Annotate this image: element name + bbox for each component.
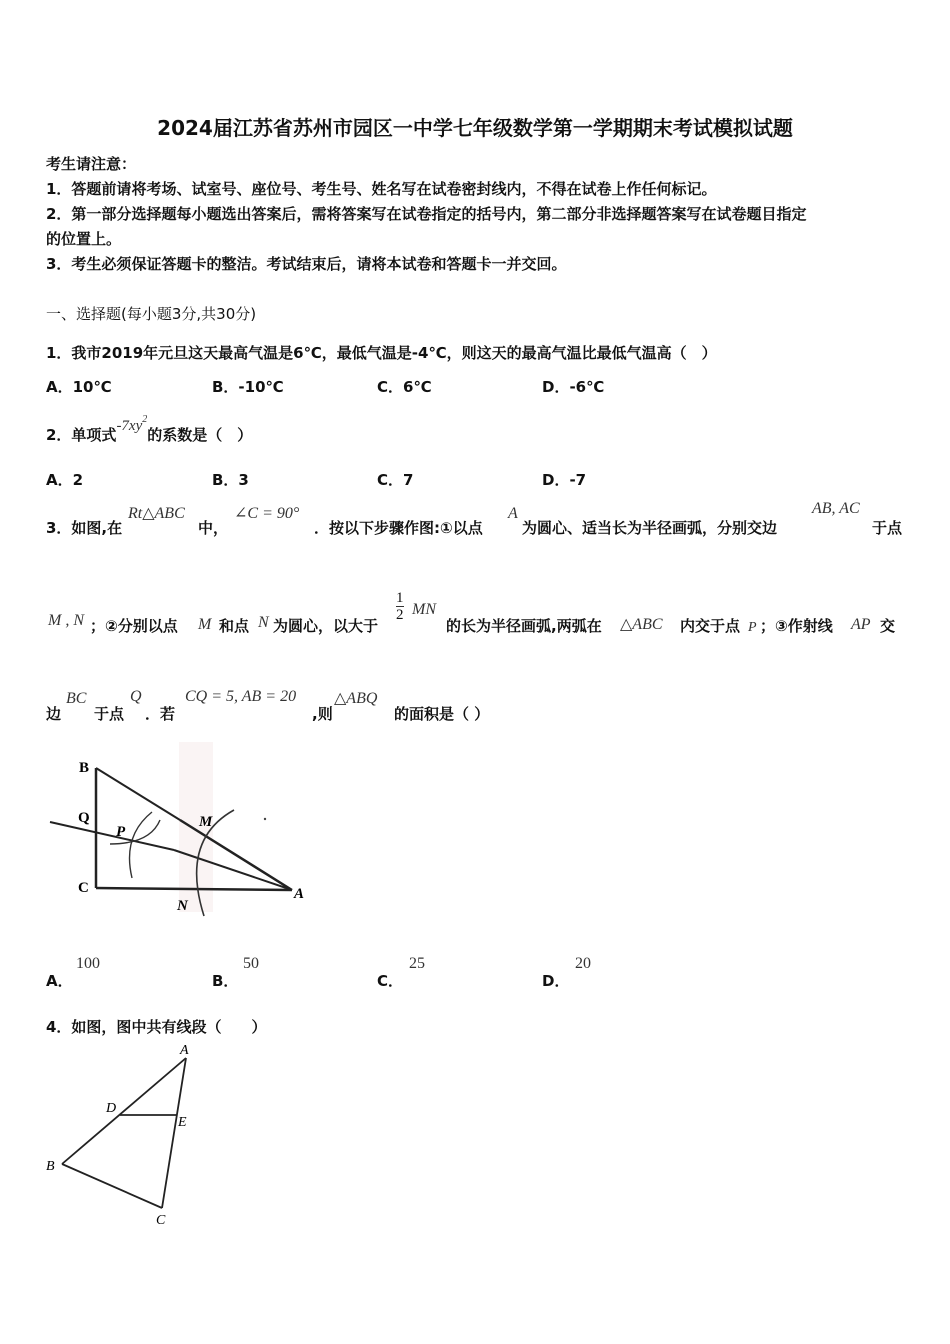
question-4-stem: 4．如图，图中共有线段（ ） — [46, 1018, 267, 1036]
label-a: A — [180, 1043, 189, 1058]
q3-triangle-figure — [44, 740, 324, 920]
q3-fraction — [396, 590, 404, 623]
q4-triangle-figure — [40, 1040, 210, 1230]
question-2-stem — [46, 414, 253, 445]
label-n: N — [177, 898, 188, 914]
q3-option-c-value: 25 — [409, 955, 425, 972]
q3-math: M — [198, 616, 212, 633]
segment-ac — [162, 1058, 186, 1208]
q3-math: AP — [851, 616, 871, 633]
q2-option-b: B．3 — [212, 471, 249, 489]
segment-bc — [62, 1164, 162, 1208]
label-m: M — [199, 814, 213, 830]
label-c: C — [156, 1213, 166, 1228]
q3-text: 内交于点 — [680, 617, 741, 635]
q3-text: 交 — [880, 617, 896, 635]
label-a: A — [294, 886, 305, 902]
label-b: B — [46, 1159, 55, 1174]
q3-text: 于点 — [94, 705, 125, 723]
q3-text: ；②分别以点 — [90, 617, 178, 635]
q3-text: 的面积是（ ） — [394, 705, 490, 723]
q3-text: 的长为半径画弧,两弧在 — [446, 617, 602, 635]
q3-math: AB, AC — [812, 500, 860, 517]
label-b: B — [79, 760, 90, 776]
q3-text: 为圆心、适当长为半径画弧，分别交边 — [522, 519, 778, 537]
ray-ap-left — [50, 822, 174, 850]
q3-math: ∠C = 90° — [234, 505, 300, 522]
q3-text: 于点 — [872, 519, 903, 537]
q1-option-b: B．-10℃ — [212, 378, 284, 396]
q3-math: A — [508, 505, 518, 522]
q1-option-a: A．10℃ — [46, 378, 112, 396]
q3-text: ．若 — [145, 705, 176, 723]
q3-text: ；③作射线 — [760, 617, 833, 635]
q3-text: 中， — [198, 519, 229, 537]
q3-text: ．按以下步骤作图:①以点 — [314, 519, 483, 537]
q2-prefix: 2．单项式 — [46, 426, 117, 444]
q3-math: △ABQ — [334, 690, 378, 707]
q3-option-a-value: 100 — [76, 955, 100, 972]
q3-option-b-value: 50 — [243, 955, 259, 972]
q2-exponent: 2 — [142, 414, 148, 425]
q3-math: Rt△ABC — [128, 505, 185, 522]
q3-option-c-letter: C． — [377, 972, 404, 990]
q3-option-d-value: 20 — [575, 955, 591, 972]
q2-option-a: A．2 — [46, 471, 84, 489]
q3-math: N — [258, 614, 269, 631]
frac-numerator: 1 — [396, 590, 404, 606]
segment-ca — [96, 888, 292, 890]
q2-option-d: D．-7 — [542, 471, 587, 489]
q2-suffix: 的系数是（ ） — [147, 426, 253, 444]
label-d: D — [106, 1101, 117, 1116]
q1-option-c: C．6℃ — [377, 378, 432, 396]
frac-denominator: 2 — [396, 607, 404, 623]
q3-math: CQ = 5, AB = 20 — [185, 688, 297, 705]
q3-text: 为圆心，以大于 — [273, 617, 379, 635]
notice-item: 1．答题前请将考场、试室号、座位号、考生号、姓名写在试卷密封线内，不得在试卷上作任何标记。 — [46, 180, 717, 198]
q2-expr: -7xy — [116, 418, 143, 434]
q3-text: 和点 — [219, 617, 250, 635]
q3-option-a-letter: A． — [46, 972, 73, 990]
label-c: C — [78, 880, 89, 896]
q3-text: 3．如图,在 — [46, 519, 123, 537]
segment-ab — [62, 1058, 186, 1164]
speck — [264, 818, 266, 820]
q1-option-d: D．-6℃ — [542, 378, 605, 396]
q3-math: M , N — [48, 612, 84, 629]
q3-math: P — [748, 620, 757, 635]
page-title: 2024届江苏省苏州市园区一中学七年级数学第一学期期末考试模拟试题 — [157, 116, 793, 140]
q3-math: BC — [66, 690, 87, 707]
notice-item: 3．考生必须保证答题卡的整洁。考试结束后，请将本试卷和答题卡一并交回。 — [46, 255, 567, 273]
q3-option-d-letter: D． — [542, 972, 570, 990]
notice-item: 2．第一部分选择题每小题选出答案后，需将答案写在试卷指定的括号内，第二部分非选择题答案写在试卷题目指定 — [46, 205, 807, 223]
q3-math: Q — [130, 688, 142, 705]
label-e: E — [178, 1115, 187, 1130]
q3-math: △ABC — [620, 616, 663, 633]
q3-text: ,则 — [312, 705, 333, 723]
q2-option-c: C．7 — [377, 471, 414, 489]
q3-text: 边 — [46, 705, 62, 723]
q2-monomial — [116, 414, 148, 434]
notice-heading: 考生请注意： — [46, 155, 137, 173]
q3-math: MN — [412, 601, 436, 618]
question-1-stem: 1．我市2019年元旦这天最高气温是6℃，最低气温是-4℃，则这天的最高气温比最低气温高（ ） — [46, 344, 717, 362]
label-q: Q — [78, 810, 90, 826]
segment-bm — [96, 768, 180, 820]
notice-item: 的位置上。 — [46, 230, 122, 248]
label-p: P — [116, 824, 126, 840]
q3-option-b-letter: B． — [212, 972, 239, 990]
section-heading: 一、选择题(每小题3分,共30分) — [46, 305, 257, 323]
